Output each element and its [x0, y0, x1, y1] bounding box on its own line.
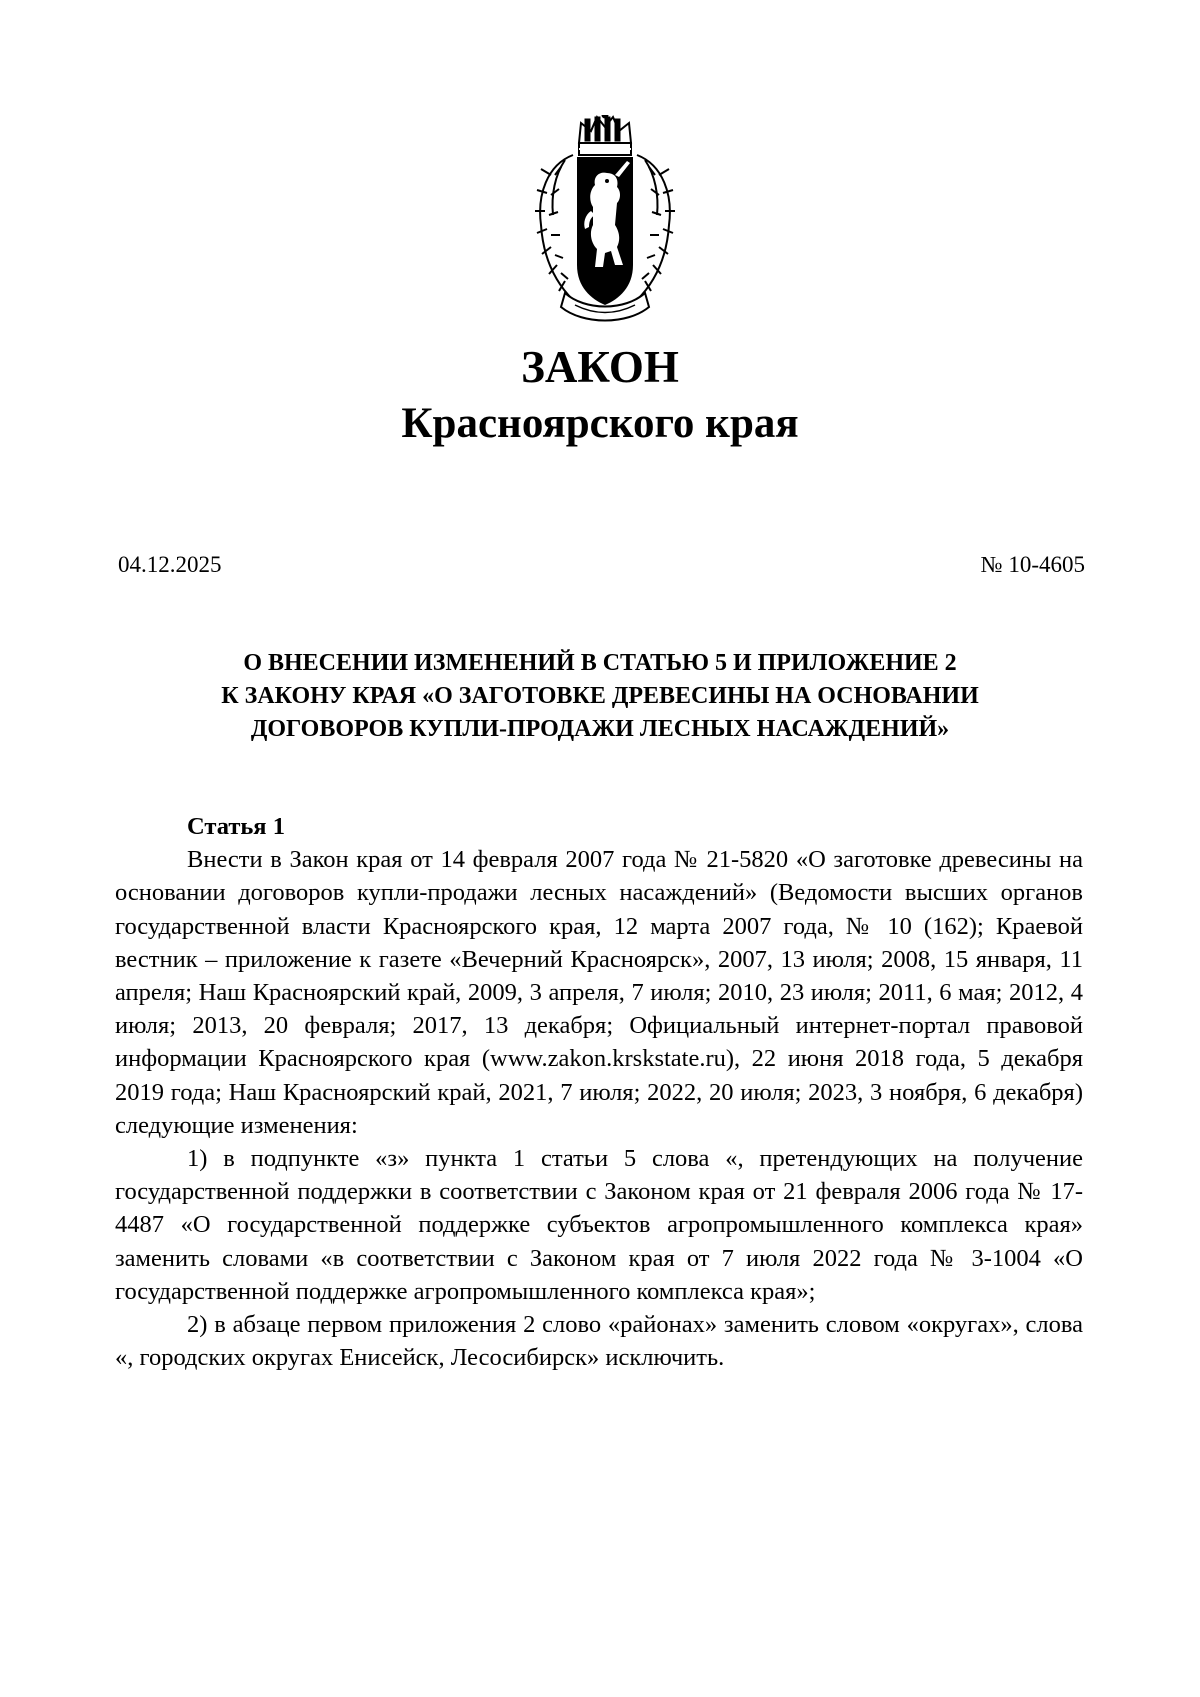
law-body [115, 810, 1083, 1374]
article-title: Статья 1 [187, 813, 285, 840]
article-paragraph: 1) в подпункте «з» пункта 1 статьи 5 слова «, претендующих на получение государственной поддержки в соответствии с Законом края от 21 февраля 2006 года № 17-4487 «О государственной поддержке субъектов агропромышленного комплекса края» заменить словами «в соответствии с Законом края от 7 июля 2022 года № 3-1004 «О государственной поддержке агропромышленного комплекса края»; [115, 1145, 1083, 1305]
heading-line: ДОГОВОРОВ КУПЛИ-ПРОДАЖИ ЛЕСНЫХ НАСАЖДЕНИЙ» [250, 716, 950, 742]
law-heading [100, 647, 1100, 746]
heading-line: О ВНЕСЕНИИ ИЗМЕНЕНИЙ В СТАТЬЮ 5 И ПРИЛОЖЕНИЕ 2 [243, 650, 957, 676]
coat-of-arms-emblem [535, 115, 675, 330]
heading-line: К ЗАКОНУ КРАЯ «О ЗАГОТОВКЕ ДРЕВЕСИНЫ НА ОСНОВАНИИ [221, 683, 979, 709]
document-date: 04.12.2025 [118, 552, 222, 577]
document-subtitle: Красноярского края [401, 400, 799, 447]
document-title: ЗАКОН [521, 342, 679, 392]
article-paragraph: Внести в Закон края от 14 февраля 2007 года № 21-5820 «О заготовке древесины на основании договоров купли-продажи лесных насаждений» (Ведомости высших органов государственной власти Красноярского края, 12 марта 2007 года, № 10 (162); Краевой вестник – приложение к газете «Вечерний Красноярск», 2007, 13 июля; 2008, 15 января, 11 апреля; Наш Красноярский край, 2009, 3 апреля, 7 июля; 2010, 23 июля; 2011, 6 мая; 2012, 4 июля; 2013, 20 февраля; 2017, 13 декабря; Официальный интернет-портал правовой информации Красноярского края (www.zakon.krskstate.ru), 22 июня 2018 года, 5 декабря 2019 года; Наш Красноярский край, 2021, 7 июля; 2022, 20 июля; 2023, 3 ноября, 6 декабря) следующие изменения: [115, 846, 1083, 1139]
document-number: № 10-4605 [980, 552, 1085, 577]
article-paragraph: 2) в абзаце первом приложения 2 слово «районах» заменить словом «округах», слова «, городских округах Енисейск, Лесосибирск» исключить. [115, 1311, 1083, 1372]
